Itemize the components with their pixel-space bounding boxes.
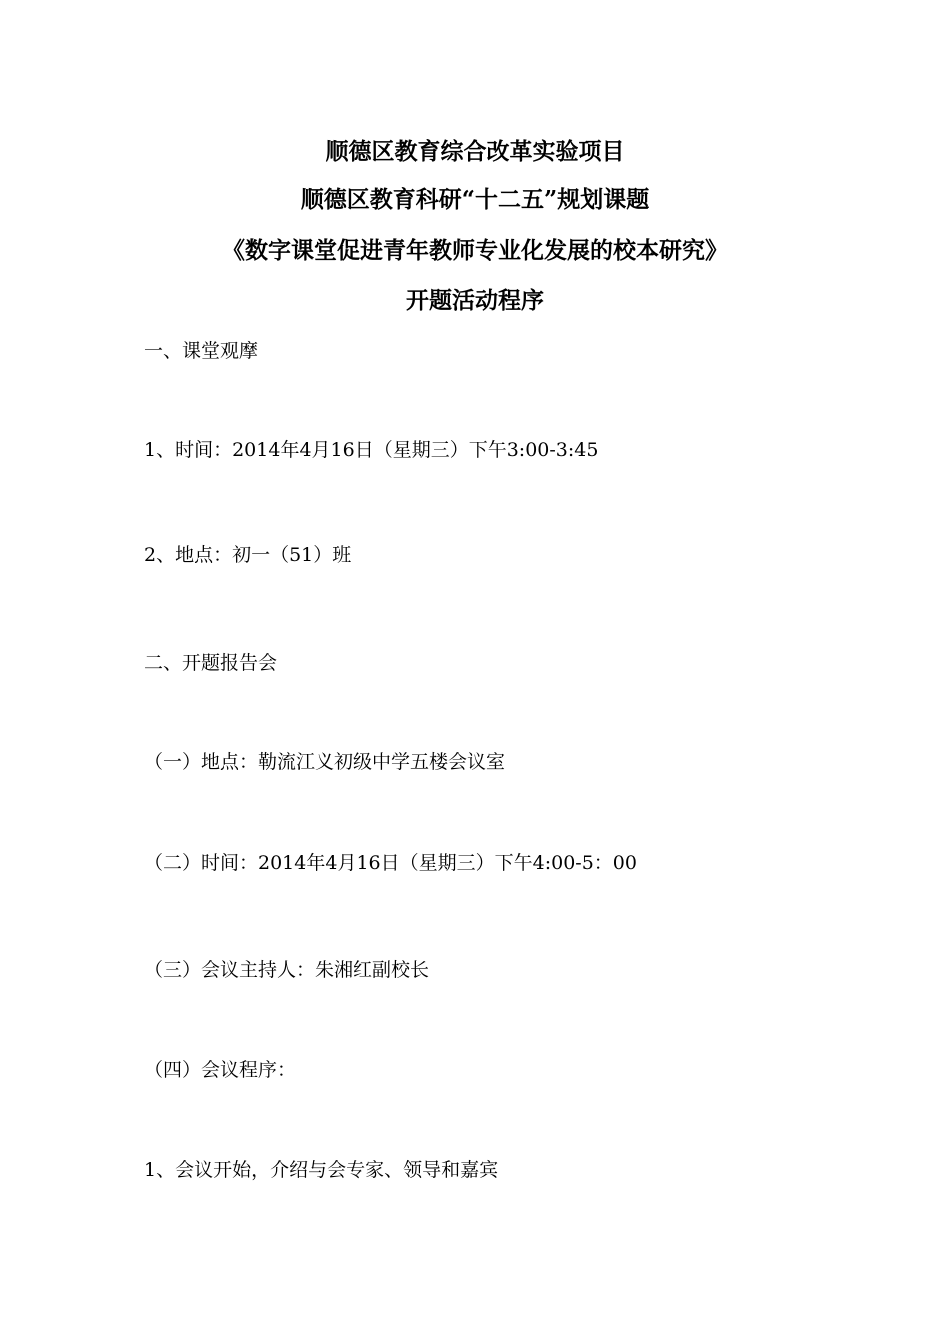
section-heading-observation: 一、课堂观摩 [144,340,259,362]
title-plan: 顺德区教育科研“十二五”规划课题 [300,186,650,213]
observation-location: 2、地点：初一（51）班 [144,544,352,566]
title-research: 《数字课堂促进青年教师专业化发展的校本研究》 [222,237,728,264]
meeting-procedure-item-1: 1、会议开始，介绍与会专家、领导和嘉宾 [144,1159,499,1181]
meeting-location: （一）地点：勒流江义初级中学五楼会议室 [144,751,506,773]
meeting-time: （二）时间：2014年4月16日（星期三）下午4:00-5：00 [144,852,637,874]
observation-time: 1、时间：2014年4月16日（星期三）下午3:00-3:45 [144,439,599,461]
meeting-host: （三）会议主持人：朱湘红副校长 [144,959,430,981]
title-program: 开题活动程序 [406,287,544,314]
section-heading-report-meeting: 二、开题报告会 [144,652,278,674]
title-project: 顺德区教育综合改革实验项目 [325,138,625,165]
meeting-procedure-heading: （四）会议程序： [144,1059,297,1081]
